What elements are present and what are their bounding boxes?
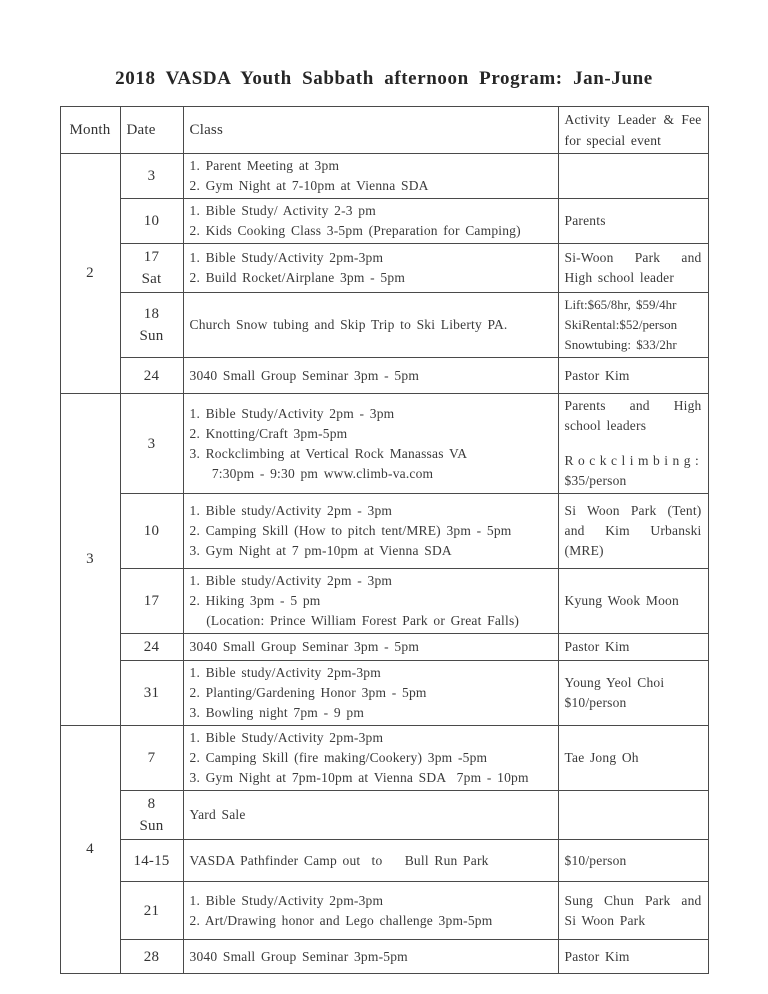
class-line: 1. Bible study/Activity 2pm-3pm <box>189 665 381 680</box>
date-line: 17 <box>143 593 160 609</box>
date-line: 3 <box>147 435 156 452</box>
date-line: 17 <box>143 249 160 265</box>
class-line: Church Snow tubing and Skip Trip to Ski Liberty PA. <box>189 317 508 332</box>
page-title: 2018 VASDA Youth Sabbath afternoon Program: Jan-June <box>115 68 653 89</box>
class-cell <box>183 791 558 840</box>
class-cell <box>183 840 558 882</box>
table-row <box>60 634 708 661</box>
leader-cell <box>558 244 708 293</box>
date-cell <box>120 882 183 940</box>
class-cell <box>183 661 558 726</box>
leader-line: Si-Woon Park and High school leader <box>564 250 702 285</box>
class-line: 3. Bowling night 7pm - 9 pm <box>189 705 365 720</box>
class-line: 3040 Small Group Seminar 3pm - 5pm <box>189 367 420 383</box>
class-cell <box>183 244 558 293</box>
class-line: 3. Gym Night at 7pm-10pm at Vienna SDA 7pm - 10pm <box>189 770 529 785</box>
class-line: 3. Rockclimbing at Vertical Rock Manassas VA <box>189 445 468 461</box>
leader-cell <box>558 791 708 840</box>
table-row <box>60 154 708 199</box>
leader-line: Kyung Wook Moon <box>564 593 679 608</box>
leader-line: $35/person <box>564 473 627 488</box>
class-line: 1. Parent Meeting at 3pm <box>189 158 340 173</box>
class-cell <box>183 726 558 791</box>
class-line: 2. Hiking 3pm - 5 pm <box>189 593 321 608</box>
date-cell <box>120 293 183 358</box>
month-cell: 4 <box>60 726 120 974</box>
date-cell <box>120 494 183 569</box>
header-month: Month <box>60 107 120 154</box>
table-row <box>60 244 708 293</box>
date-line: 21 <box>143 902 160 919</box>
month-cell: 3 <box>60 394 120 726</box>
leader-cell <box>558 358 708 394</box>
class-cell <box>183 394 558 494</box>
date-cell <box>120 244 183 293</box>
class-line: 2. Gym Night at 7-10pm at Vienna SDA <box>189 178 429 193</box>
leader-cell <box>558 726 708 791</box>
leader-line: Lift:$65/8hr, $59/4hr <box>564 297 677 312</box>
leader-cell <box>558 394 708 494</box>
leader-line: Pastor Kim <box>564 948 630 964</box>
leader-cell <box>558 154 708 199</box>
date-line: Sat <box>141 271 162 287</box>
class-cell <box>183 293 558 358</box>
class-line: 1. Bible Study/ Activity 2-3 pm <box>189 203 376 218</box>
table-header <box>60 107 708 154</box>
class-line: 2. Knotting/Craft 3pm-5pm <box>189 425 348 441</box>
date-line: 18 <box>143 306 160 322</box>
class-cell <box>183 634 558 661</box>
date-cell <box>120 840 183 882</box>
table-row <box>60 293 708 358</box>
table-row <box>60 840 708 882</box>
date-cell <box>120 726 183 791</box>
date-line: 7 <box>147 750 156 766</box>
table-row <box>60 199 708 244</box>
class-line: 2. Planting/Gardening Honor 3pm - 5pm <box>189 685 427 700</box>
date-line: 10 <box>143 213 160 229</box>
leader-line: Pastor Kim <box>564 639 630 654</box>
class-line: Yard Sale <box>189 807 246 822</box>
table-row <box>60 661 708 726</box>
date-line: 10 <box>143 523 160 539</box>
header-date: Date <box>120 107 183 154</box>
leader-line: Tae Jong Oh <box>564 750 639 765</box>
class-line: 2. Build Rocket/Airplane 3pm - 5pm <box>189 270 406 285</box>
table-body <box>60 154 708 974</box>
leader-cell <box>558 940 708 974</box>
header-row <box>60 107 708 154</box>
class-cell <box>183 940 558 974</box>
leader-line: $10/person <box>564 852 627 868</box>
leader-line: Rockclimbing: <box>564 453 704 468</box>
program-table <box>60 106 709 974</box>
header-class: Class <box>183 107 558 154</box>
table-row <box>60 394 708 494</box>
class-line: 1. Bible Study/Activity 2pm-3pm <box>189 250 384 265</box>
class-cell <box>183 494 558 569</box>
class-line: 1. Bible study/Activity 2pm - 3pm <box>189 573 393 588</box>
table-row <box>60 882 708 940</box>
class-line: 3040 Small Group Seminar 3pm-5pm <box>189 948 408 964</box>
table-row <box>60 358 708 394</box>
class-line: 1. Bible study/Activity 2pm - 3pm <box>189 503 393 518</box>
leader-cell <box>558 293 708 358</box>
date-cell <box>120 940 183 974</box>
leader-line: SkiRental:$52/person <box>564 317 678 332</box>
table-row <box>60 569 708 634</box>
class-line: 2. Kids Cooking Class 3-5pm (Preparation for Camping) <box>189 223 521 238</box>
class-line: 3040 Small Group Seminar 3pm - 5pm <box>189 639 420 654</box>
date-cell <box>120 199 183 244</box>
class-line: 2. Art/Drawing honor and Lego challenge 3pm-5pm <box>189 912 493 928</box>
class-line: 1. Bible Study/Activity 2pm-3pm <box>189 730 384 745</box>
leader-line: Parents <box>564 213 606 228</box>
date-line: 8 <box>147 796 156 812</box>
date-cell <box>120 569 183 634</box>
class-line: VASDA Pathfinder Camp out to Bull Run Park <box>189 852 489 868</box>
date-cell <box>120 358 183 394</box>
class-cell <box>183 199 558 244</box>
leader-cell <box>558 634 708 661</box>
class-cell <box>183 154 558 199</box>
leader-line: Si Woon Park (Tent) and Kim Urbanski (MRE) <box>564 503 702 558</box>
date-cell <box>120 791 183 840</box>
leader-cell <box>558 569 708 634</box>
class-line: 1. Bible Study/Activity 2pm - 3pm <box>189 405 395 421</box>
date-line: 31 <box>143 685 160 701</box>
class-cell <box>183 569 558 634</box>
class-cell <box>183 882 558 940</box>
date-line: Sun <box>139 818 164 834</box>
date-cell <box>120 394 183 494</box>
leader-cell <box>558 494 708 569</box>
leader-cell <box>558 199 708 244</box>
table-row <box>60 940 708 974</box>
class-line: (Location: Prince William Forest Park or Great Falls) <box>189 613 520 628</box>
date-line: 3 <box>147 168 156 184</box>
leader-line: Snowtubing: $33/2hr <box>564 337 677 352</box>
table-row <box>60 791 708 840</box>
class-cell <box>183 358 558 394</box>
class-line: 2. Camping Skill (How to pitch tent/MRE) 3pm - 5pm <box>189 523 512 538</box>
date-line: 24 <box>143 639 160 655</box>
table-row <box>60 726 708 791</box>
leader-line: $10/person <box>564 695 627 710</box>
leader-line <box>565 436 702 451</box>
date-cell <box>120 634 183 661</box>
date-line: Sun <box>139 328 164 344</box>
class-line: 3. Gym Night at 7 pm-10pm at Vienna SDA <box>189 543 452 558</box>
class-line: 2. Camping Skill (fire making/Cookery) 3pm -5pm <box>189 750 488 765</box>
header-leader: Activity Leader & Fee for special event <box>558 107 708 154</box>
class-line: 7:30pm - 9:30 pm www.climb-va.com <box>189 465 434 481</box>
leader-cell <box>558 661 708 726</box>
date-line: 28 <box>143 948 160 965</box>
date-cell <box>120 661 183 726</box>
date-cell <box>120 154 183 199</box>
leader-cell <box>558 882 708 940</box>
leader-line: Parents and High school leaders <box>564 398 702 433</box>
leader-line: Young Yeol Choi <box>564 675 665 690</box>
month-cell: 2 <box>60 154 120 394</box>
date-line: 14-15 <box>133 852 170 869</box>
date-line: 24 <box>143 367 160 384</box>
leader-cell <box>558 840 708 882</box>
leader-line: Pastor Kim <box>564 367 630 383</box>
table-row <box>60 494 708 569</box>
leader-line: Sung Chun Park and Si Woon Park <box>564 892 702 928</box>
class-line: 1. Bible Study/Activity 2pm-3pm <box>189 892 384 908</box>
